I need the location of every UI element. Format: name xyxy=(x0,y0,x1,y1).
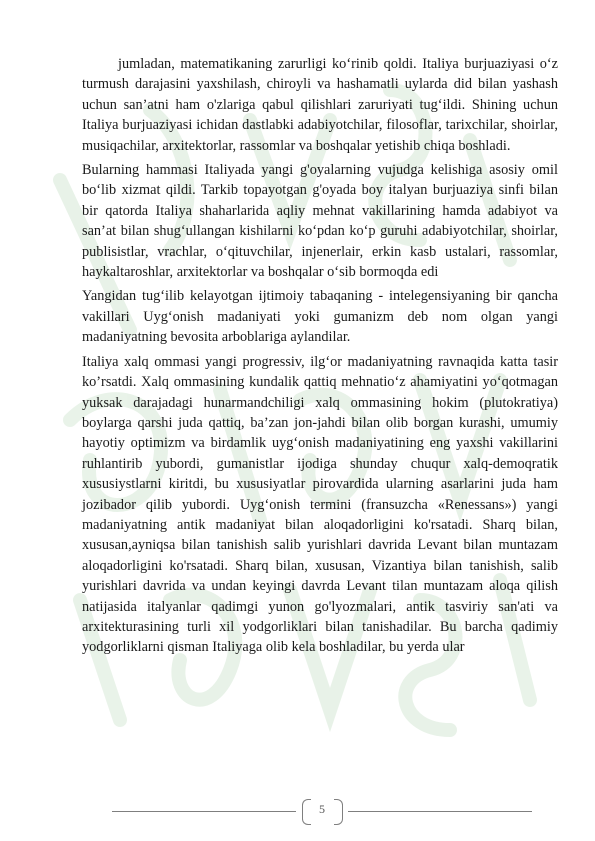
footer-rule-right xyxy=(348,811,532,812)
page-footer xyxy=(112,797,532,827)
footer-bracket-right xyxy=(334,799,343,825)
page-number: 5 xyxy=(319,802,325,816)
paragraph: Bularning hammasi Italiyada yangi g'oyalarning vujudga kelishiga asosiy omil bo‘lib xizmat qildi. Tarkib topayotgan g'oyada boy italyan burjuaziya sinfi bilan bir qatorda Italiya shaharlarida aqliy mehnat vakillarining hamda adabiyot va san’at bilan shug‘ullangan kishilarni ko‘pdan ko‘p guruhi adabiyotchilar, shoirlar, publisistlar, vrachlar, o‘qituvchilar, injenerlair, erkin kasb ustalari, rassomlar, haykaltaroshlar, arxitektorlar va boshqalar o‘sib bormoqda edi xyxy=(82,162,558,281)
footer-rule-left xyxy=(112,811,296,812)
body-text xyxy=(82,54,558,662)
paragraph: jumladan, matematikaning zarurligi ko‘rinib qoldi. Italiya burjuaziyasi o‘z turmush darajasini yaxshilash, chiroyli va hashamatli uylarda did bilan yashash uchun san’atni ham o'zlariga qabul qilishlari zaruriyati tug‘ildi. Shining uchun Italiya burjuaziyasi ichidan dastlabki adabiyotchilar, filosoflar, tarixchilar, shoirlar, musiqachilar, arxitektorlar, rassomlar va boshqalar yetishib chiqa boshladi. xyxy=(82,56,558,154)
paragraph: Yangidan tug‘ilib kelayotgan ijtimoiy tabaqaning - intelegensiyaning bir qancha vakillari Uyg‘onish madaniyati yoki gumanizm deb nom olgan yangi madaniyatning bevosita arboblariga aylandilar. xyxy=(82,288,558,346)
paragraph: Italiya xalq ommasi yangi progressiv, ilg‘or madaniyatning ravnaqida katta tasir ko’rsatdi. Xalq ommasining kundalik qattiq mehnatio‘z ahamiyatini yo‘qotmagan yuksak darajadagi hunarmandchiligi xalq ommasining hokim (plutokratiya) boylarga qarshi juda qattiq, ba’zan jon-jahdi bilan olib borgan kurashi, umumiy hayotiy optimizm va birdamlik uyg‘onish madaniyatining eng yaxshi vakillarini ruhlantirib yubordi, gumanistlar ijodiga shunday chuqur xalq-demoqratik xususiystlarni kiritdi, bu xususiyatlar pirovardida ularning asarlarini juda ham jozibador qilib yubordi. Uyg‘onish termini (fransuzcha «Renessans») yangi madaniyatning antik madaniyat bilan aloqadorligini ko'rsatadi. Sharq bilan, xususan,ayniqsa bilan tanishish salib yurishlari davrida Levant bilan muntazam aloqadorligini ko'rsatadi. Sharq bilan, xususan, Vizantiya bilan tanishish, salib yurishlari davrida va undan keyingi davrda Levant tilan muntazam aloqa qilish natijasida italyanlar qadimgi yunon go'lyozmalari, antik tasviriy san'ati va arxitekturasining turli xil yodgorliklari bilan tanishadilar. Bu barcha qadimiy yodgorliklarni qisman Italiyaga olib kela boshladilar, bu yerda ular xyxy=(82,353,558,656)
